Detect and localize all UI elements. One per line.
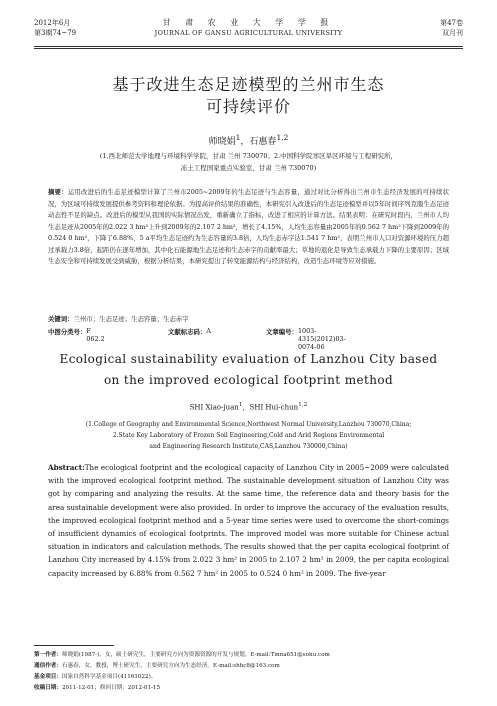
title-en-line-2: on the improved ecological footprint method (103, 373, 394, 387)
author-1-cn: 师晓娟 (208, 137, 236, 147)
footnote-rule (34, 645, 114, 646)
author-2-en-sup: 1,2 (298, 402, 308, 408)
affiliation-en (60, 419, 437, 452)
footnotes (34, 650, 463, 694)
affiliation-en-line-2: 2.State Key Laboratory of Frozen Soil Engineering,Cold and Arid Regions Environmental (112, 432, 385, 439)
author-1-cn-sup: 1 (235, 133, 241, 142)
footnote-text: 国家自然科学基金项目(41161022)。 (61, 674, 157, 680)
footnote-text: 2011-12-01；修回日期：2012-01-15 (61, 685, 161, 691)
keywords-cn-text: 兰州市；生态足迹；生态容量；生态赤字 (73, 315, 189, 323)
affiliation-cn-line-2: 冻土工程国家重点实验室，甘肃 兰州 730070) (180, 164, 317, 172)
footnote-corresponding-author (34, 661, 463, 672)
clc-value: F 062.2 (86, 327, 105, 343)
clc-code (48, 327, 105, 343)
journal-name-cn: 甘 肃 农 业 大 学 学 报 (162, 18, 335, 27)
header-rule-top (34, 46, 463, 47)
abstract-cn (48, 187, 449, 268)
title-cn-line-1: 基于改进生态足迹模型的兰州市生态 (112, 75, 385, 94)
author-1-en-sup: 1 (238, 402, 243, 408)
author-1-en: SHI Xiao-juan (189, 403, 239, 412)
authors-cn (0, 133, 497, 147)
doc-code-value: A (206, 327, 211, 335)
footnote-label: 通信作者： (34, 663, 62, 669)
abstract-cn-label: 摘要： (48, 188, 68, 196)
header-center (34, 18, 463, 38)
abstract-en-text: The ecological footprint and the ecological capacity of Lanzhou City in 2005~2009 were calculated with the improved ecological footprint method. The sustainable development situation of Lanzhou City was got by comparing and analyzing the results. At the same time, the reference data and theory basis for the area sustainable development were also provided. In order to improve the accuracy of the evaluation results, the improved ecological footprint method and a 5-year time series were used to overcome the short-comings of insufficient dynamics of ecological footprints. The improved model was more suitable for Chinese actual situation in indicators and calculation methods. The results showed that the per capita ecological footprint of Lanzhou City increased by 4.15% from 2.022 3 hm² in 2005 to 2.107 2 hm² in 2009, the per capita ecological capacity increased by 6.88% from 0.562 7 hm² in 2005 to 0.524 0 hm² in 2009. The five-year (48, 463, 449, 578)
article-number-label: 文章编号： (266, 328, 298, 336)
footnote-label: 收稿日期： (34, 685, 62, 691)
header-right (440, 18, 463, 38)
title-cn-line-2: 可持续评价 (205, 97, 291, 116)
author-2-cn-sup: 1,2 (276, 133, 289, 142)
footnote-label: 基金项目： (34, 674, 62, 680)
author-separator-cn: ， (240, 137, 250, 147)
doc-code-label: 文献标志码： (168, 328, 207, 336)
journal-name-en: JOURNAL OF GANSU AGRICULTURAL UNIVERSITY (154, 29, 343, 37)
abstract-cn-text: 运用改进后的生态足迹模型计算了兰州市2005~2009年的生态足迹与生态容量，通过对比分析得出兰州市生态经济发展的可持续状况，为区域可持续发展提供参考资料和理论依据。为提高评价结果的准确性，本研究引入改进后的生态足迹模型并以5年时间序列克服生态足迹动态性不足的缺点。改进后的模型从我国的实际情况出发，重新确立了指标，改进了相应的计算方法。结果表明：在研究时段内，兰州市人均生态足迹从2005年的2.022 3 hm²上升到2009年的2.107 2 hm²，增长了4.15%，人均生态容量由2005年的0.562 7 hm²下降到2009年的0.524 0 hm²，下降了6.88%，5 a平均生态足迹约为生态容量的3.8倍，人均生态赤字达1.541 7 hm²，表明兰州市人口对资源环境的压力超过承载力3.8倍，起距仍在逐年增加，其中化石能源地生态足迹和生态赤字的贡献率最大；草地的退化是导致生态承载力下降的主要原因；区域生态安全和可持续发展受到威胁，根据分析结果，本研究提出了转变能源结构与经济结构，改造生态环境等应对措施。 (48, 188, 449, 265)
author-2-en: SHI Hui-chun (249, 403, 299, 412)
title-cn (0, 74, 497, 118)
affiliation-cn-line-1: (1.西北师范大学地理与环境科学学院，甘肃 兰州 730070；2.中国科学院寒区旱区环境与工程研究所， (99, 152, 398, 160)
issue-date: 2012年6月 (34, 19, 71, 27)
footnote-label: 第一作者： (34, 652, 62, 658)
footnote-first-author (34, 650, 463, 661)
authors-en (0, 402, 497, 412)
abstract-en-label: Abstract: (48, 463, 85, 472)
issue-pages: 第3期74~79 (34, 29, 77, 37)
doc-code (168, 327, 211, 336)
clc-label: 中图分类号： (48, 328, 87, 336)
volume: 第47卷 (440, 19, 463, 27)
affiliation-en-line-1: (1.College of Geography and Environmental Science,Northwest Normal University,Lanzhou 730070,China; (85, 421, 412, 428)
keywords-cn-label: 关键词： (48, 315, 74, 323)
footnote-text: 石惠春，女，教授，博士研究生，主要研究方向为生态经济。E-mail:shhc8@163.com (61, 663, 280, 669)
footnote-text: 师晓娟(1987-)，女，硕士研究生，主要研究方向为资源资源的开发与规划。E-mail:Tinna651@sohu.com (61, 652, 330, 658)
header-rule-bottom (34, 48, 463, 49)
title-en-line-1: Ecological sustainability evaluation of Lanzhou City based (59, 352, 438, 366)
title-en (0, 349, 497, 391)
article-number (266, 327, 346, 351)
author-separator-en: ， (242, 403, 250, 412)
affiliation-en-line-3: and Engineering Research Institute,CAS,Lanzhou 730000,China) (149, 443, 348, 450)
footnote-funding (34, 672, 463, 683)
frequency: 双月刊 (442, 29, 463, 37)
keywords-cn (48, 314, 449, 323)
article-number-value: 1003-4315(2012)03-0074-06 (297, 327, 346, 351)
footnote-received-date (34, 683, 463, 694)
author-2-cn: 石惠春 (249, 137, 277, 147)
abstract-en (48, 461, 449, 580)
affiliation-cn (80, 150, 417, 174)
